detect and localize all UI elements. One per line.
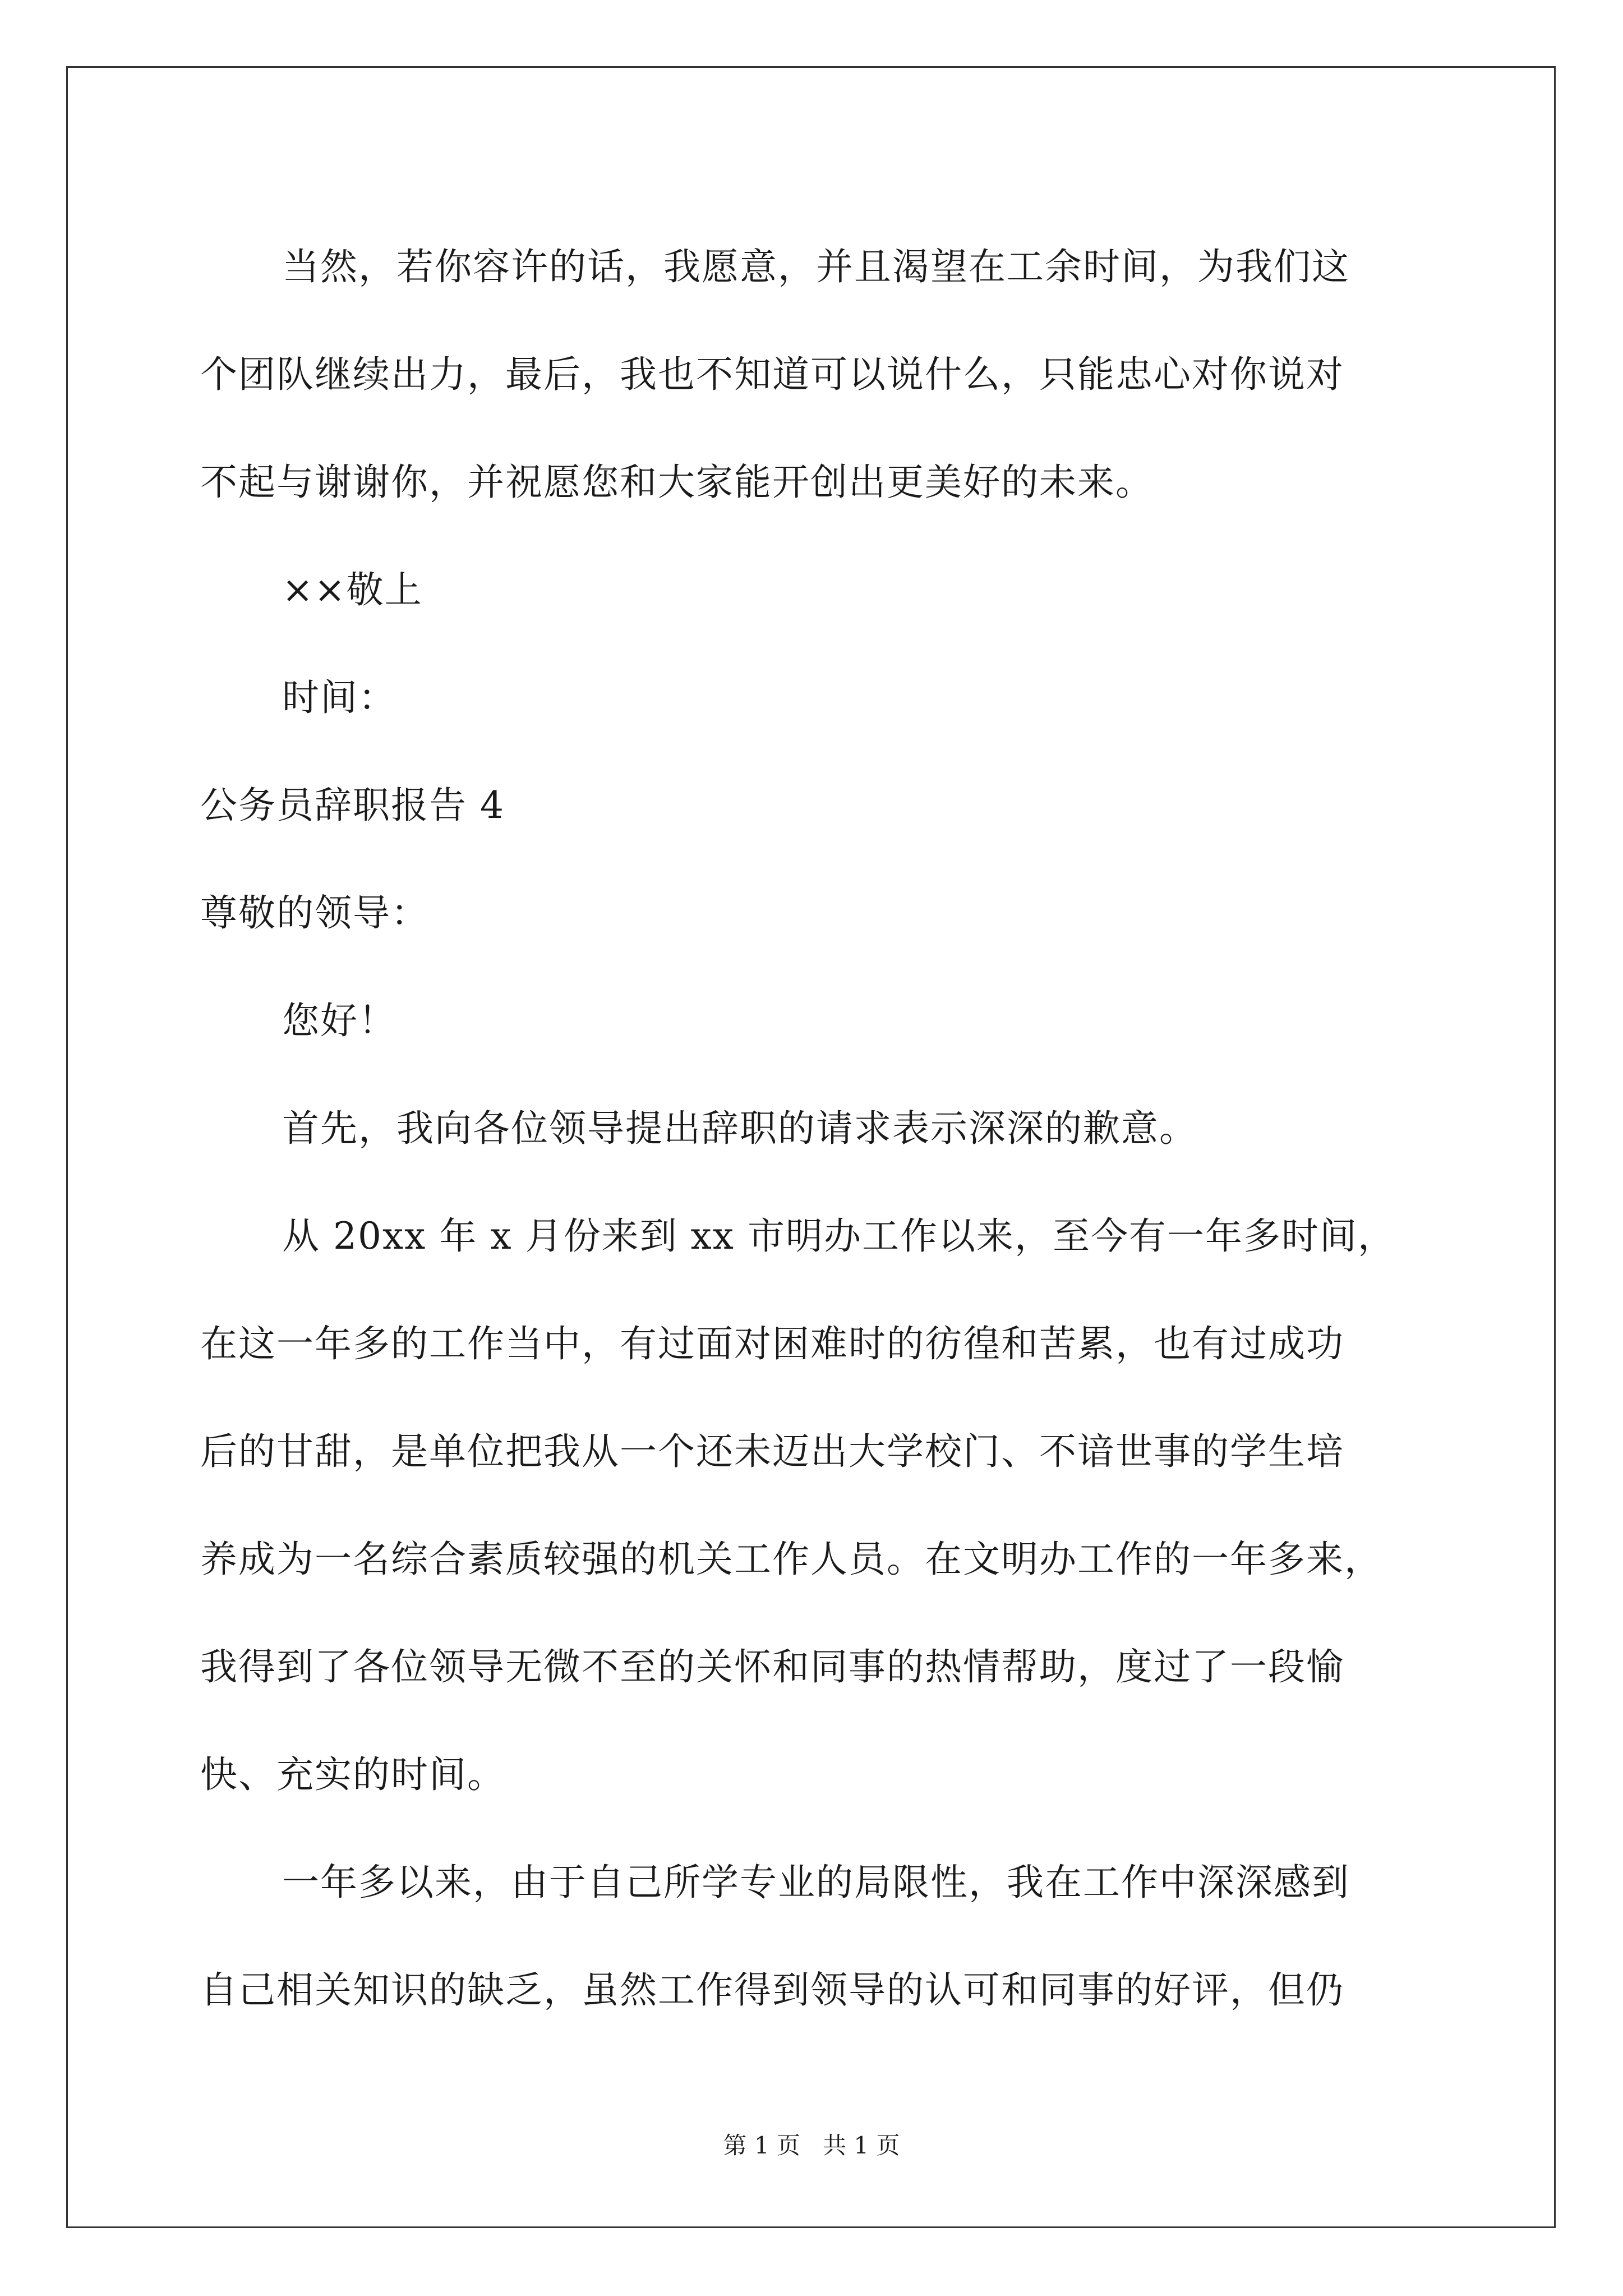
text-line: 首先，我向各位领导提出辞职的请求表示深深的歉意。	[282, 1107, 1197, 1150]
text-line: 我得到了各位领导无微不至的关怀和同事的热情帮助，度过了一段愉	[200, 1645, 1344, 1688]
greeting: 您好！	[282, 999, 396, 1042]
text-line: 个团队继续出力，最后，我也不知道可以说什么，只能忠心对你说对	[200, 353, 1344, 396]
text-line: 后的甘甜，是单位把我从一个还未迈出大学校门、不谙世事的学生培	[200, 1430, 1344, 1473]
text-line: 养成为一名综合素质较强的机关工作人员。在文明办工作的一年多来，	[200, 1538, 1382, 1581]
date-line: 时间：	[282, 676, 396, 719]
salutation: 尊敬的领导：	[200, 891, 429, 935]
section-title: 公务员辞职报告 4	[200, 784, 505, 827]
document-body	[200, 213, 1451, 2044]
text-line: 不起与谢谢你，并祝愿您和大家能开创出更美好的未来。	[200, 461, 1154, 504]
text-line: 当然，若你容许的话，我愿意，并且渴望在工余时间，为我们这	[282, 245, 1350, 288]
text-line: 在这一年多的工作当中，有过面对困难时的彷徨和苦累，也有过成功	[200, 1322, 1344, 1365]
page-footer: 第 1 页 共 1 页	[723, 2132, 900, 2159]
signature-line: ××敬上	[282, 568, 423, 611]
text-line: 自己相关知识的缺乏，虽然工作得到领导的认可和同事的好评，但仍	[200, 1968, 1344, 2012]
text-line: 快、充实的时间。	[200, 1753, 505, 1796]
text-line: 一年多以来，由于自己所学专业的局限性，我在工作中深深感到	[282, 1861, 1350, 1904]
text-line: 从 20xx 年 x 月份来到 xx 市明办工作以来，至今有一年多时间，	[282, 1214, 1396, 1258]
